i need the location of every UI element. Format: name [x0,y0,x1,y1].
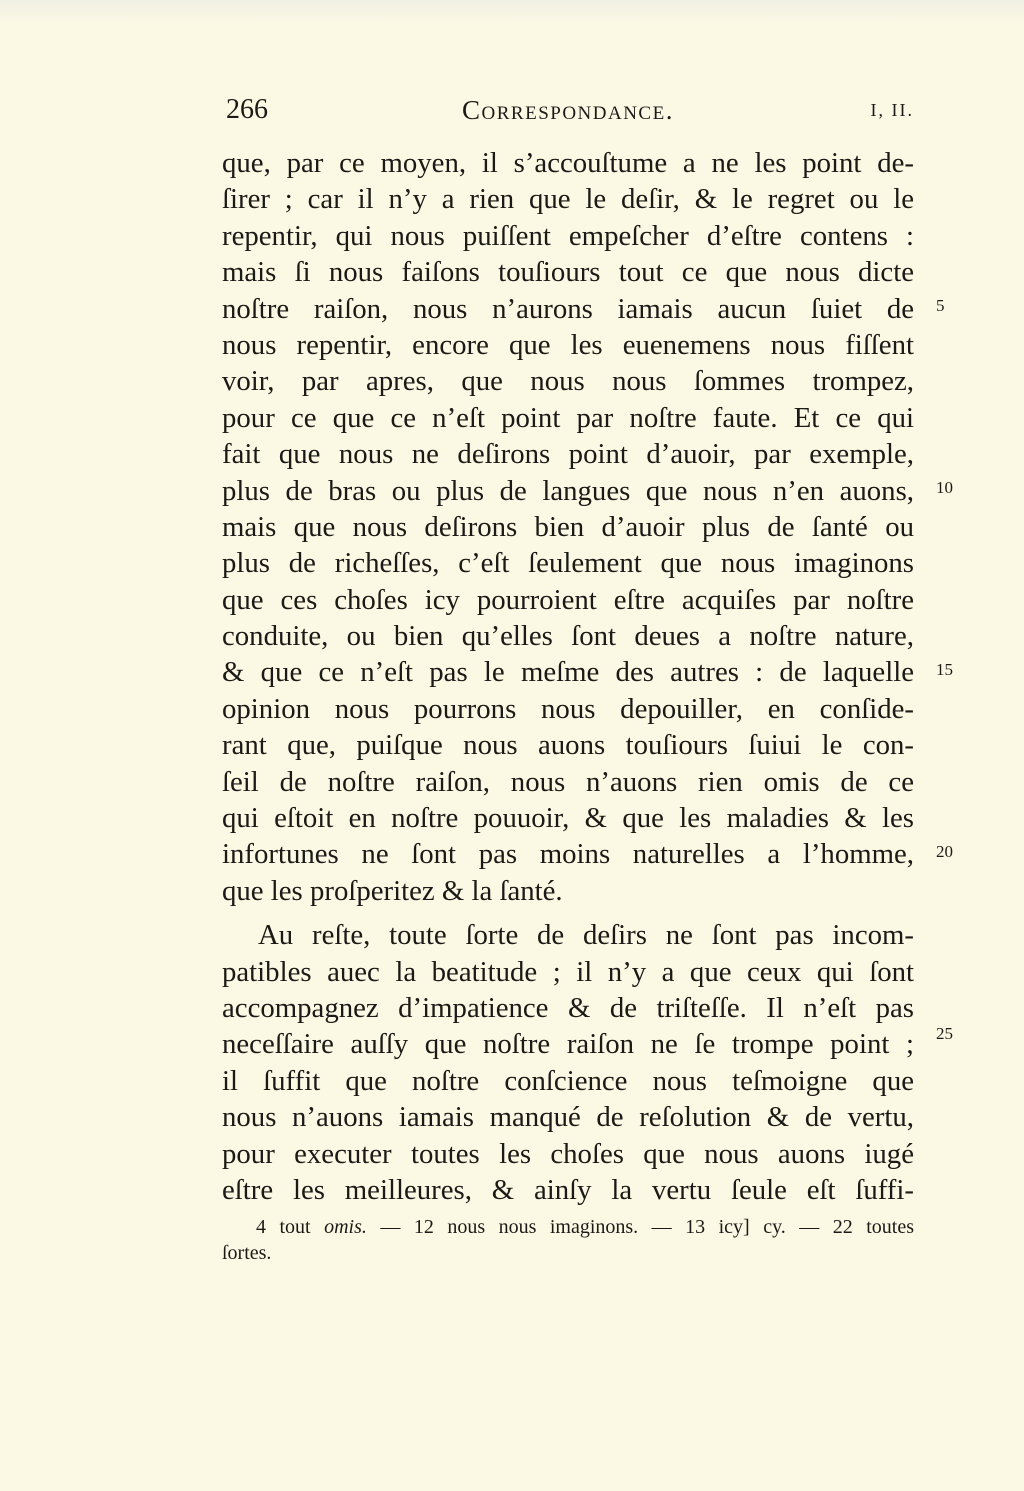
footnote-line: ſortes. [222,1242,272,1264]
text-line: eſtre les meilleures, & ainſy la vertu ſeule eſt ſuffi- [222,1173,914,1206]
text-line: ſirer ; car il n’y a rien que le deſir, & le regret ou le [222,183,914,216]
text-line: ſeil de noſtre raiſon, nous n’auons rien omis de ce [222,765,914,798]
text-line: qui eſtoit en noſtre pouuoir, & que les maladies & les [222,802,914,835]
text-line: repentir, qui nous puiſſent empeſcher d’eſtre contens : [222,219,914,252]
text-line: nous repentir, encore que les euenemens nous fiſſent [222,328,914,361]
running-title: Correspondance. [462,95,674,125]
text-line: que, par ce moyen, il s’accouſtume a ne les point de- [222,147,914,179]
footnote-line [222,1214,914,1240]
text-line: rant que, puiſque nous auons touſiours ſuiui le con- [222,729,914,762]
text-line: que les proſperitez & la ſanté. [222,874,563,907]
footnote-segment: 4 tout [256,1216,325,1238]
text-line: plus de bras ou plus de langues que nous n’en auons, [222,474,914,507]
line-number-5: 5 [936,296,945,315]
text-line: pour ce que ce n’eſt point par noſtre faute. Et ce qui [222,401,914,434]
text-line: voir, par apres, que nous nous ſommes trompez, [222,365,914,398]
text-line: neceſſaire auſſy que noſtre raiſon ne ſe trompe point ; [222,1028,914,1061]
text-line: Au reſte, toute ſorte de deſirs ne ſont pas incom- [258,919,914,952]
line-number-20: 20 [936,842,953,861]
line-number-10: 10 [936,478,953,497]
text-line: mais ſi nous faiſons touſiours tout ce que nous dicte [222,256,914,289]
page-number: 266 [226,94,268,125]
text-line: patibles auec la beatitude ; il n’y a que ceux qui ſont [222,955,914,988]
text-line: fait que nous ne deſirons point d’auoir, par exemple, [222,438,914,471]
line-number-15: 15 [936,660,953,679]
volume-reference: I, II. [870,100,914,120]
text-line: mais que nous deſirons bien d’auoir plus de ſanté ou [222,510,914,543]
text-line: infortunes ne ſont pas moins naturelles a l’homme, [222,838,914,871]
footnote-italic: omis. [324,1216,367,1238]
text-line: pour executer toutes les choſes que nous auons iugé [222,1137,914,1170]
text-line: il ſuffit que noſtre conſcience nous teſmoigne que [222,1064,914,1097]
text-line: conduite, ou bien qu’elles ſont deues a noſtre nature, [222,620,914,653]
footnote [222,1214,914,1266]
text-line: nous n’auons iamais manqué de reſolution & de vertu, [222,1101,914,1134]
text-line: & que ce n’eſt pas le meſme des autres : de laquelle [222,656,914,689]
text-line: opinion nous pourrons nous depouiller, en conſide- [222,692,914,725]
text-line: plus de richeſſes, c’eſt ſeulement que nous imaginons [222,547,914,580]
text-line: que ces choſes icy pourroient eſtre acquiſes par noſtre [222,583,914,616]
line-number-25: 25 [936,1024,953,1043]
running-header [222,92,914,128]
footnote-segment: — 12 nous nous imaginons. — 13 icy] cy. — 22 toutes [366,1216,914,1238]
main-text [222,145,914,1208]
text-line: noſtre raiſon, nous n’aurons iamais aucun ſuiet de [222,292,914,325]
text-line: accompagnez d’impatience & de triſteſſe. Il n’eſt pas [222,991,914,1024]
